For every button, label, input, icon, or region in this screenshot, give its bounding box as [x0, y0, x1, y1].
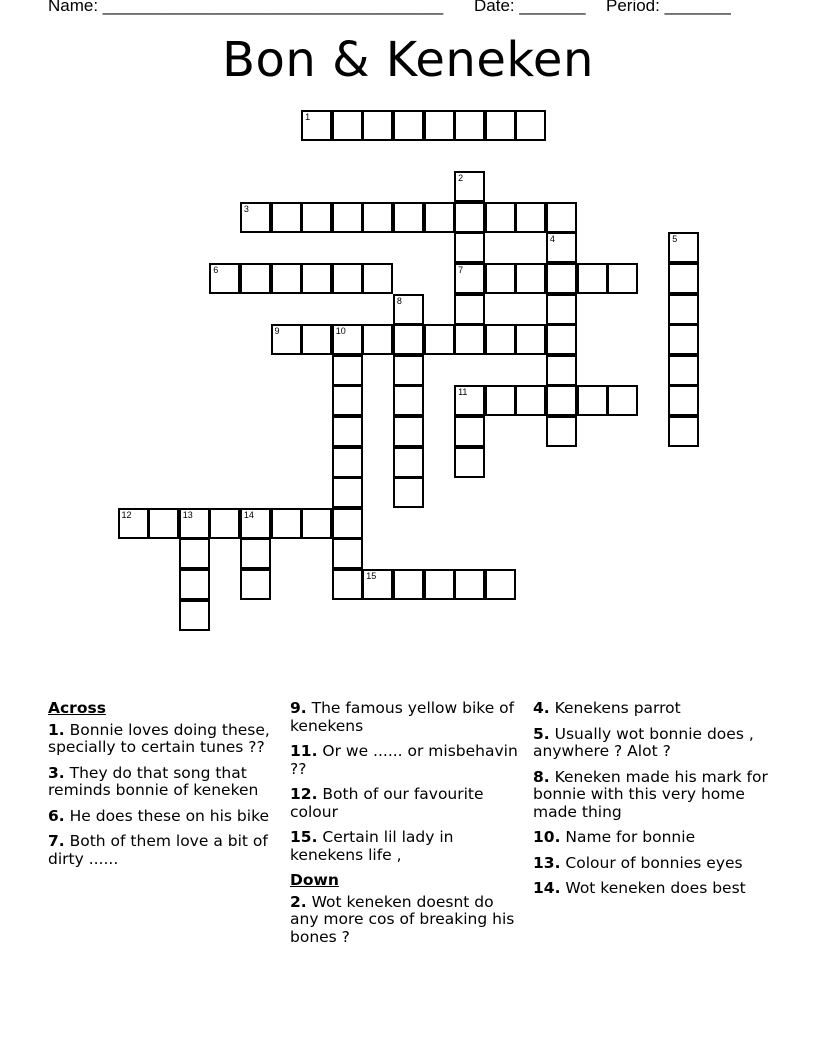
grid-cell[interactable]	[424, 324, 455, 355]
grid-cell[interactable]	[454, 263, 485, 294]
grid-cell[interactable]	[332, 447, 363, 478]
grid-cell[interactable]	[332, 508, 363, 539]
grid-cell[interactable]	[362, 263, 393, 294]
puzzle-title: Bon & Keneken	[222, 32, 594, 88]
grid-cell[interactable]	[393, 202, 424, 233]
grid-cell[interactable]	[362, 569, 393, 600]
name-field-label[interactable]: Name: ____________________________________	[48, 0, 444, 15]
grid-cell[interactable]	[454, 385, 485, 416]
grid-cell[interactable]	[424, 110, 455, 141]
clue-number: 2	[458, 173, 464, 184]
grid-cell[interactable]	[332, 569, 363, 600]
clue-down-2: 2. Wot keneken doesnt do any more cos of breaking his bones ?	[290, 892, 515, 946]
grid-cell[interactable]	[546, 416, 577, 447]
grid-cell[interactable]	[118, 508, 149, 539]
clue-across-6: 6. He does these on his bike	[48, 806, 270, 825]
grid-cell[interactable]	[362, 324, 393, 355]
grid-cell[interactable]	[240, 569, 271, 600]
grid-cell[interactable]	[393, 294, 424, 325]
clue-down-5: 5. Usually wot bonnie does , anywhere ? Alot ?	[533, 724, 754, 760]
grid-cell[interactable]	[515, 263, 546, 294]
grid-cell[interactable]	[271, 508, 302, 539]
grid-cell[interactable]	[454, 294, 485, 325]
grid-cell[interactable]	[393, 324, 424, 355]
grid-cell[interactable]	[546, 355, 577, 386]
grid-cell[interactable]	[424, 202, 455, 233]
clue-number: 9	[274, 326, 280, 337]
grid-cell[interactable]	[362, 202, 393, 233]
grid-cell[interactable]	[515, 385, 546, 416]
grid-cell[interactable]	[301, 263, 332, 294]
grid-cell[interactable]	[668, 263, 699, 294]
grid-cell[interactable]	[668, 294, 699, 325]
grid-cell[interactable]	[546, 202, 577, 233]
grid-cell[interactable]	[393, 110, 424, 141]
date-field-label[interactable]: Date: _______	[474, 0, 586, 15]
grid-cell[interactable]	[454, 416, 485, 447]
clue-across-11: 11. Or we ...... or misbehavin ??	[290, 742, 518, 778]
grid-cell[interactable]	[485, 569, 516, 600]
clue-number: 15	[366, 571, 377, 581]
clues-column-1	[48, 700, 273, 876]
across-heading: Across	[48, 699, 106, 717]
grid-cell[interactable]	[668, 416, 699, 447]
grid-cell[interactable]	[424, 569, 455, 600]
grid-cell[interactable]	[301, 202, 332, 233]
grid-cell[interactable]	[209, 263, 240, 294]
clue-number: 4	[549, 234, 555, 245]
grid-cell[interactable]	[393, 385, 424, 416]
grid-cell[interactable]	[454, 110, 485, 141]
grid-cell[interactable]	[301, 508, 332, 539]
grid-cell[interactable]	[301, 110, 332, 141]
grid-cell[interactable]	[454, 171, 485, 202]
grid-cell[interactable]	[332, 324, 363, 355]
clue-down-14: 14. Wot keneken does best	[533, 879, 746, 897]
clue-number: 12	[121, 509, 132, 520]
grid-cell[interactable]	[546, 385, 577, 416]
grid-cell[interactable]	[546, 294, 577, 325]
grid-cell[interactable]	[179, 508, 210, 539]
clue-across-3: 3. They do that song that reminds bonnie of keneken	[48, 763, 259, 799]
grid-cell[interactable]	[209, 508, 240, 539]
grid-cell[interactable]	[271, 324, 302, 355]
grid-cell[interactable]	[577, 263, 608, 294]
grid-cell[interactable]	[179, 600, 210, 631]
clue-across-15: 15. Certain lil lady in kenekens life ,	[290, 828, 454, 864]
grid-cell[interactable]	[332, 385, 363, 416]
grid-cell[interactable]	[301, 324, 332, 355]
clue-number: 8	[396, 295, 402, 306]
grid-cell[interactable]	[546, 263, 577, 294]
grid-cell[interactable]	[332, 355, 363, 386]
grid-cell[interactable]	[393, 447, 424, 478]
grid-cell[interactable]	[332, 202, 363, 233]
grid-cell[interactable]	[454, 232, 485, 263]
grid-cell[interactable]	[485, 202, 516, 233]
grid-cell[interactable]	[393, 416, 424, 447]
clue-number: 14	[243, 509, 254, 520]
grid-cell[interactable]	[546, 232, 577, 263]
grid-cell[interactable]	[454, 324, 485, 355]
grid-cell[interactable]	[454, 202, 485, 233]
clue-across-1: 1. Bonnie loves doing these, specially to certain tunes ??	[48, 720, 270, 756]
grid-cell[interactable]	[332, 477, 363, 508]
grid-cell[interactable]	[332, 538, 363, 569]
grid-cell[interactable]	[393, 355, 424, 386]
clues-column-3	[533, 700, 778, 906]
grid-cell[interactable]	[454, 447, 485, 478]
clue-number: 5	[672, 234, 678, 245]
grid-cell[interactable]	[668, 232, 699, 263]
grid-cell[interactable]	[546, 324, 577, 355]
grid-cell[interactable]	[668, 324, 699, 355]
grid-cell[interactable]	[454, 569, 485, 600]
grid-cell[interactable]	[148, 508, 179, 539]
clues-column-2	[290, 700, 525, 954]
grid-cell[interactable]	[271, 202, 302, 233]
grid-cell[interactable]	[240, 202, 271, 233]
clue-across-12: 12. Both of our favourite colour	[290, 785, 484, 821]
grid-cell[interactable]	[362, 110, 393, 141]
grid-cell[interactable]	[240, 508, 271, 539]
grid-cell[interactable]	[515, 202, 546, 233]
grid-cell[interactable]	[607, 263, 638, 294]
grid-cell[interactable]	[485, 110, 516, 141]
clue-across-9: 9. The famous yellow bike of kenekens	[290, 699, 515, 735]
grid-cell[interactable]	[515, 324, 546, 355]
clue-number: 3	[243, 203, 249, 214]
clue-number: 1	[305, 112, 311, 122]
grid-cell[interactable]	[271, 263, 302, 294]
clue-number: 11	[458, 387, 468, 398]
grid-cell[interactable]	[485, 263, 516, 294]
grid-cell[interactable]	[668, 385, 699, 416]
grid-cell[interactable]	[332, 263, 363, 294]
grid-cell[interactable]	[485, 385, 516, 416]
grid-cell[interactable]	[240, 538, 271, 569]
grid-cell[interactable]	[607, 385, 638, 416]
grid-cell[interactable]	[179, 538, 210, 569]
clue-down-10: 10. Name for bonnie	[533, 828, 696, 846]
grid-cell[interactable]	[485, 324, 516, 355]
grid-cell[interactable]	[668, 355, 699, 386]
grid-cell[interactable]	[332, 110, 363, 141]
down-heading: Down	[290, 871, 339, 889]
clue-across-7: 7. Both of them love a bit of dirty ......	[48, 832, 268, 868]
grid-cell[interactable]	[332, 416, 363, 447]
grid-cell[interactable]	[515, 110, 546, 141]
grid-cell[interactable]	[577, 385, 608, 416]
clue-number: 10	[335, 326, 346, 337]
clue-number: 13	[182, 509, 193, 520]
grid-cell[interactable]	[179, 569, 210, 600]
clue-down-4: 4. Kenekens parrot	[533, 699, 681, 717]
clue-number: 7	[458, 265, 464, 275]
clue-number: 6	[213, 265, 219, 275]
grid-cell[interactable]	[393, 569, 424, 600]
grid-cell[interactable]	[240, 263, 271, 294]
clue-down-8: 8. Keneken made his mark for bonnie with this very home made thing	[533, 767, 768, 821]
grid-cell[interactable]	[393, 477, 424, 508]
clue-down-13: 13. Colour of bonnies eyes	[533, 853, 743, 872]
period-field-label[interactable]: Period: _______	[606, 0, 731, 15]
